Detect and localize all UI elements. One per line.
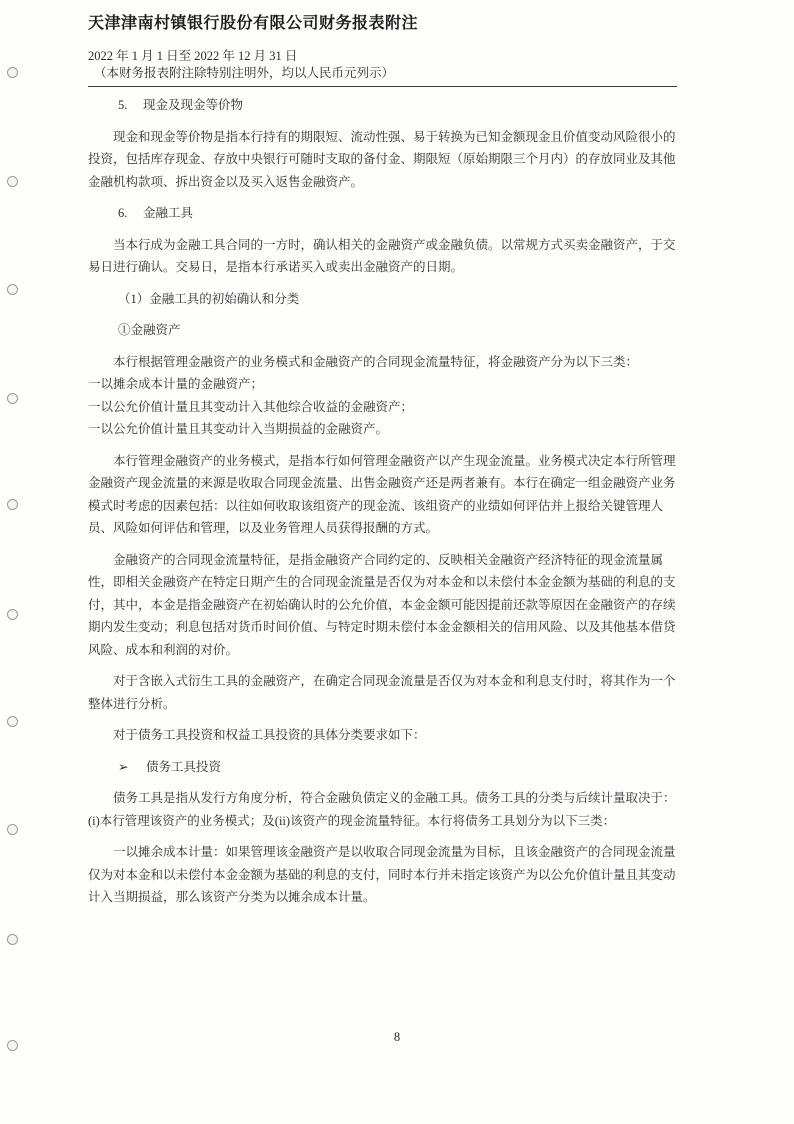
paragraph-business-model: 本行管理金融资产的业务模式，是指本行如何管理金融资产以产生现金流量。业务模式决定本行所管理金融资产现金流量的来源是收取合同现金流量、出售金融资产还是两者兼有。本行在确定一组金融资产业务模式时考虑的因素包括：以往如何收取该组资产的现金流、该组资产的业绩如何评估并上报给关键管理人员、风险如何评估和管理，以及业务管理人员获得报酬的方式。 bbox=[88, 453, 676, 535]
paragraph-cash: 现金和现金等价物是指本行持有的期限短、流动性强、易于转换为已知金额现金且价值变动风险很小的投资，包括库存现金、存放中央银行可随时支取的备付金、期限短（原始期限三个月内）的存放同业及其他金融机构款项、拆出资金以及买入返售金融资产。 bbox=[88, 129, 676, 189]
report-period: 2022 年 1 月 1 日至 2022 年 12 月 31 日 bbox=[88, 49, 298, 63]
binding-hole bbox=[7, 499, 18, 510]
arrow-bullet-icon: ➢ bbox=[118, 759, 129, 774]
binding-hole bbox=[7, 67, 18, 78]
list-item: 一以摊余成本计量的金融资产； bbox=[88, 377, 264, 391]
paragraph-amortized-cost: 一以摊余成本计量：如果管理该金融资产是以收取合同现金流量为目标，且该金融资产的合同现金流量仅为对本金和以未偿付本金金额为基础的利息的支付，同时本行并未指定该资产为以公允价值计量且其变动计入当期损益，那么该资产分类为以摊余成本计量。 bbox=[88, 845, 676, 904]
list-item: 一以公允价值计量且其变动计入其他综合收益的金融资产； bbox=[88, 399, 414, 414]
binding-hole bbox=[7, 716, 18, 727]
notes-body bbox=[88, 94, 678, 909]
binding-hole bbox=[7, 176, 18, 187]
list-item: 一以公允价值计量且其变动计入当期损益的金融资产。 bbox=[88, 422, 389, 436]
binding-hole bbox=[7, 393, 18, 404]
section-heading-financial-instruments: 6. 金融工具 bbox=[118, 206, 194, 220]
paragraph-cash-flow-characteristics: 金融资产的合同现金流量特征，是指金融资产合同约定的、反映相关金融资产经济特征的现金流量属性，即相关金融资产在特定日期产生的合同现金流量是否仅为对本金和以未偿付本金金额为基础的利息的支付，其中，本金是指金融资产在初始确认时的公允价值，本金金额可能因提前还款等原因在金融资产的存续期内发生变动；利息包括对货币时间价值、与特定时期未偿付本金金额相关的信用风险、以及其他基本借贷风险、成本和利润的对价。 bbox=[88, 552, 676, 657]
page-header bbox=[88, 14, 688, 82]
header-divider bbox=[88, 86, 677, 87]
binding-hole bbox=[7, 934, 18, 945]
binding-hole bbox=[7, 284, 18, 295]
report-title: 天津津南村镇银行股份有限公司财务报表附注 bbox=[88, 15, 419, 32]
binding-hole bbox=[7, 609, 18, 620]
currency-note: （本财务报表附注除特别注明外，均以人民币元列示） bbox=[94, 66, 395, 80]
paragraph-recognition: 当本行成为金融工具合同的一方时，确认相关的金融资产或金融负债。以常规方式买卖金融资产，于交易日进行确认。交易日，是指本行承诺买入或卖出金融资产的日期。 bbox=[88, 237, 676, 274]
subsection-heading-financial-assets: ①金融资产 bbox=[118, 323, 181, 337]
paragraph-classification-intro: 本行根据管理金融资产的业务模式和金融资产的合同现金流量特征，将金融资产分为以下三类： bbox=[113, 354, 639, 369]
subsection-heading-initial-recognition: （1）金融工具的初始确认和分类 bbox=[118, 291, 300, 306]
debt-heading-label: 债务工具投资 bbox=[146, 759, 222, 774]
paragraph-debt-instruments: 债务工具是指从发行方角度分析，符合金融负债定义的金融工具。债务工具的分类与后续计量取决于：(i)本行管理该资产的业务模式；及(ii)该资产的现金流量特征。本行将债务工具划分为以下三类： bbox=[88, 791, 676, 828]
page-number: 8 bbox=[393, 1030, 401, 1044]
subsection-heading-debt-instruments bbox=[88, 756, 678, 779]
binding-hole bbox=[7, 824, 18, 835]
paragraph-embedded-derivatives: 对于含嵌入式衍生工具的金融资产，在确定合同现金流量是否仅为对本金和利息支付时，将其作为一个整体进行分析。 bbox=[88, 674, 676, 711]
paragraph-classification-requirements: 对于债务工具投资和权益工具投资的具体分类要求如下： bbox=[113, 728, 426, 742]
section-heading-cash: 5. 现金及现金等价物 bbox=[118, 98, 244, 112]
